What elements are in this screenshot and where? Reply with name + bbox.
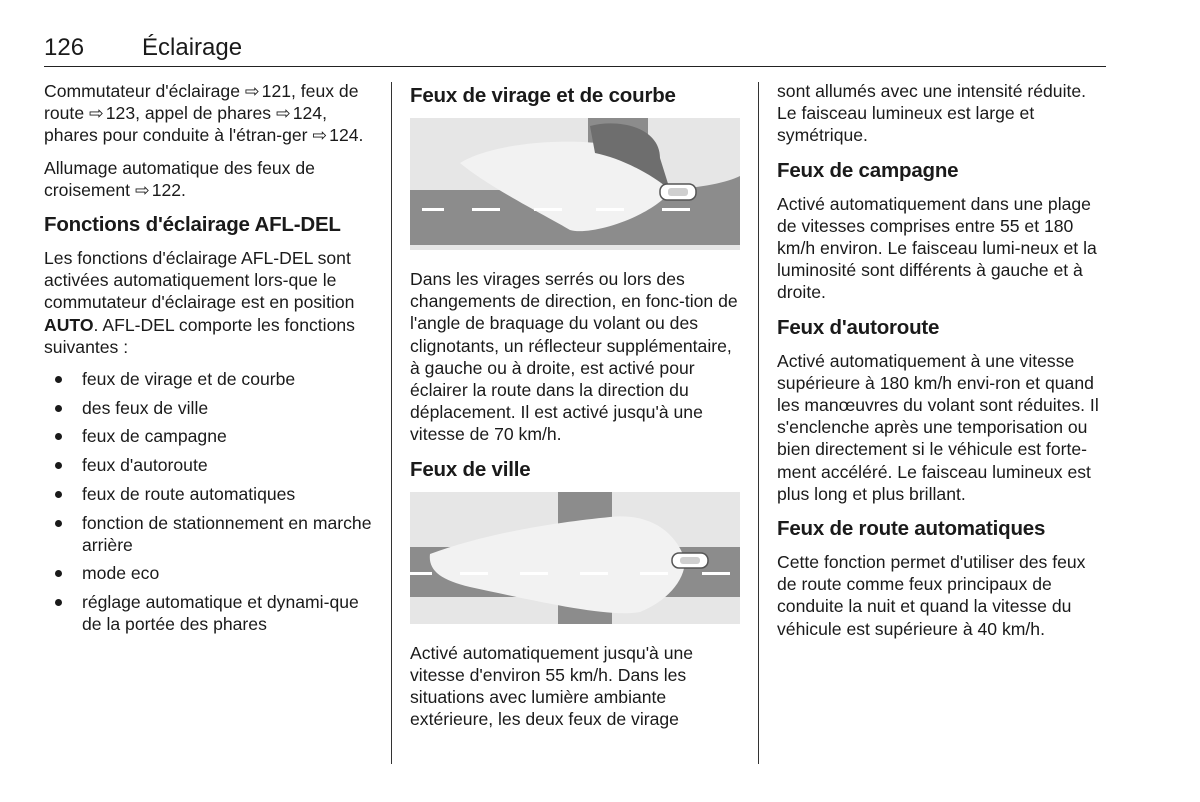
heading-feux-autoroute: Feux d'autoroute (777, 315, 940, 339)
page-header (44, 30, 1106, 67)
paragraph-virage: Dans les virages serrés ou lors des changements de direction, en fonc-tion de l'angle de braquage du volant ou des clignotants, un réflecteur supplémentaire, à gauche ou à droite, est activé pour éclairer la route dans la direction du déplacement. Il est activé jusqu'à une vitesse de 70 km/h. (410, 269, 738, 445)
paragraph-auto-lights: Allumage automatique des feux de croisement ⇨ 122. (44, 157, 315, 200)
chapter-title: Éclairage (142, 34, 243, 61)
column-1 (44, 80, 380, 642)
list-item: feux de route automatiques (44, 483, 380, 505)
cornering-light-illustration (410, 118, 740, 250)
list-item: feux de campagne (44, 425, 380, 447)
arrow-right-outline-icon: ⇨ (275, 103, 291, 124)
page-link[interactable]: 124 (292, 103, 323, 124)
column-divider-2 (758, 82, 759, 764)
arrow-right-outline-icon: ⇨ (244, 81, 260, 101)
heading-feux-campagne: Feux de campagne (777, 158, 959, 182)
column-3 (777, 80, 1107, 650)
paragraph-references: Commutateur d'éclairage ⇨ 121, feux de route ⇨ 123, appel de phares ⇨ 124, phares pour conduite à l'étran-ger ⇨ 124. (44, 81, 364, 146)
list-item: feux de virage et de courbe (44, 368, 380, 390)
paragraph-afl-del: Les fonctions d'éclairage AFL-DEL sont activées automatiquement lors-que le commutateur d'éclairage est en position AUTO. AFL-DEL comporte les fonctions suivantes : (44, 248, 355, 357)
arrow-right-outline-icon: ⇨ (134, 179, 150, 200)
list-item: réglage automatique et dynami-que de la portée des phares (44, 591, 380, 635)
page-link[interactable]: 121 (261, 81, 292, 101)
paragraph-campagne: Activé automatiquement dans une plage de vitesses comprises entre 55 et 180 km/h environ. Le faisceau lumi-neux et la luminosité sont différents à gauche et à droite. (777, 193, 1097, 303)
heading-afl-del: Fonctions d'éclairage AFL-DEL (44, 213, 341, 237)
heading-feux-virage: Feux de virage et de courbe (410, 84, 676, 107)
list-item: fonction de stationnement en marche arrière (44, 512, 380, 556)
paragraph-route-auto: Cette fonction permet d'utiliser des feux de route comme feux principaux de conduite la nuit et quand la vitesse du véhicule est supérieure à 40 km/h. (777, 552, 1086, 639)
function-list (44, 368, 380, 636)
paragraph-continued: sont allumés avec une intensité réduite. Le faisceau lumineux est large et symétrique. (777, 81, 1087, 146)
list-item: feux d'autoroute (44, 454, 380, 476)
heading-feux-route-auto: Feux de route automatiques (777, 517, 1046, 541)
heading-feux-ville: Feux de ville (410, 457, 531, 481)
arrow-right-outline-icon: ⇨ (312, 125, 328, 146)
column-divider-1 (391, 82, 392, 764)
list-item: des feux de ville (44, 397, 380, 419)
page-link[interactable]: 123 (105, 103, 136, 124)
paragraph-ville: Activé automatiquement jusqu'à une vitesse d'environ 55 km/h. Dans les situations avec lumière ambiante extérieure, les deux feux de virage (410, 642, 694, 730)
page-link[interactable]: 122 (151, 179, 182, 200)
column-2 (410, 80, 740, 740)
list-item: mode eco (44, 562, 380, 584)
arrow-right-outline-icon: ⇨ (89, 103, 104, 124)
page-link[interactable]: 124 (329, 125, 359, 146)
city-light-illustration (410, 492, 740, 624)
page-number: 126 (44, 34, 85, 61)
paragraph-autoroute: Activé automatiquement à une vitesse supérieure à 180 km/h envi-ron et quand les manœuvres du volant sont réduites. Il s'enclenche après une temporisation ou bien directement si le véhicule est forte-ment accéléré. Le faisceau lumineux est plus long et plus brillant. (777, 350, 1099, 504)
